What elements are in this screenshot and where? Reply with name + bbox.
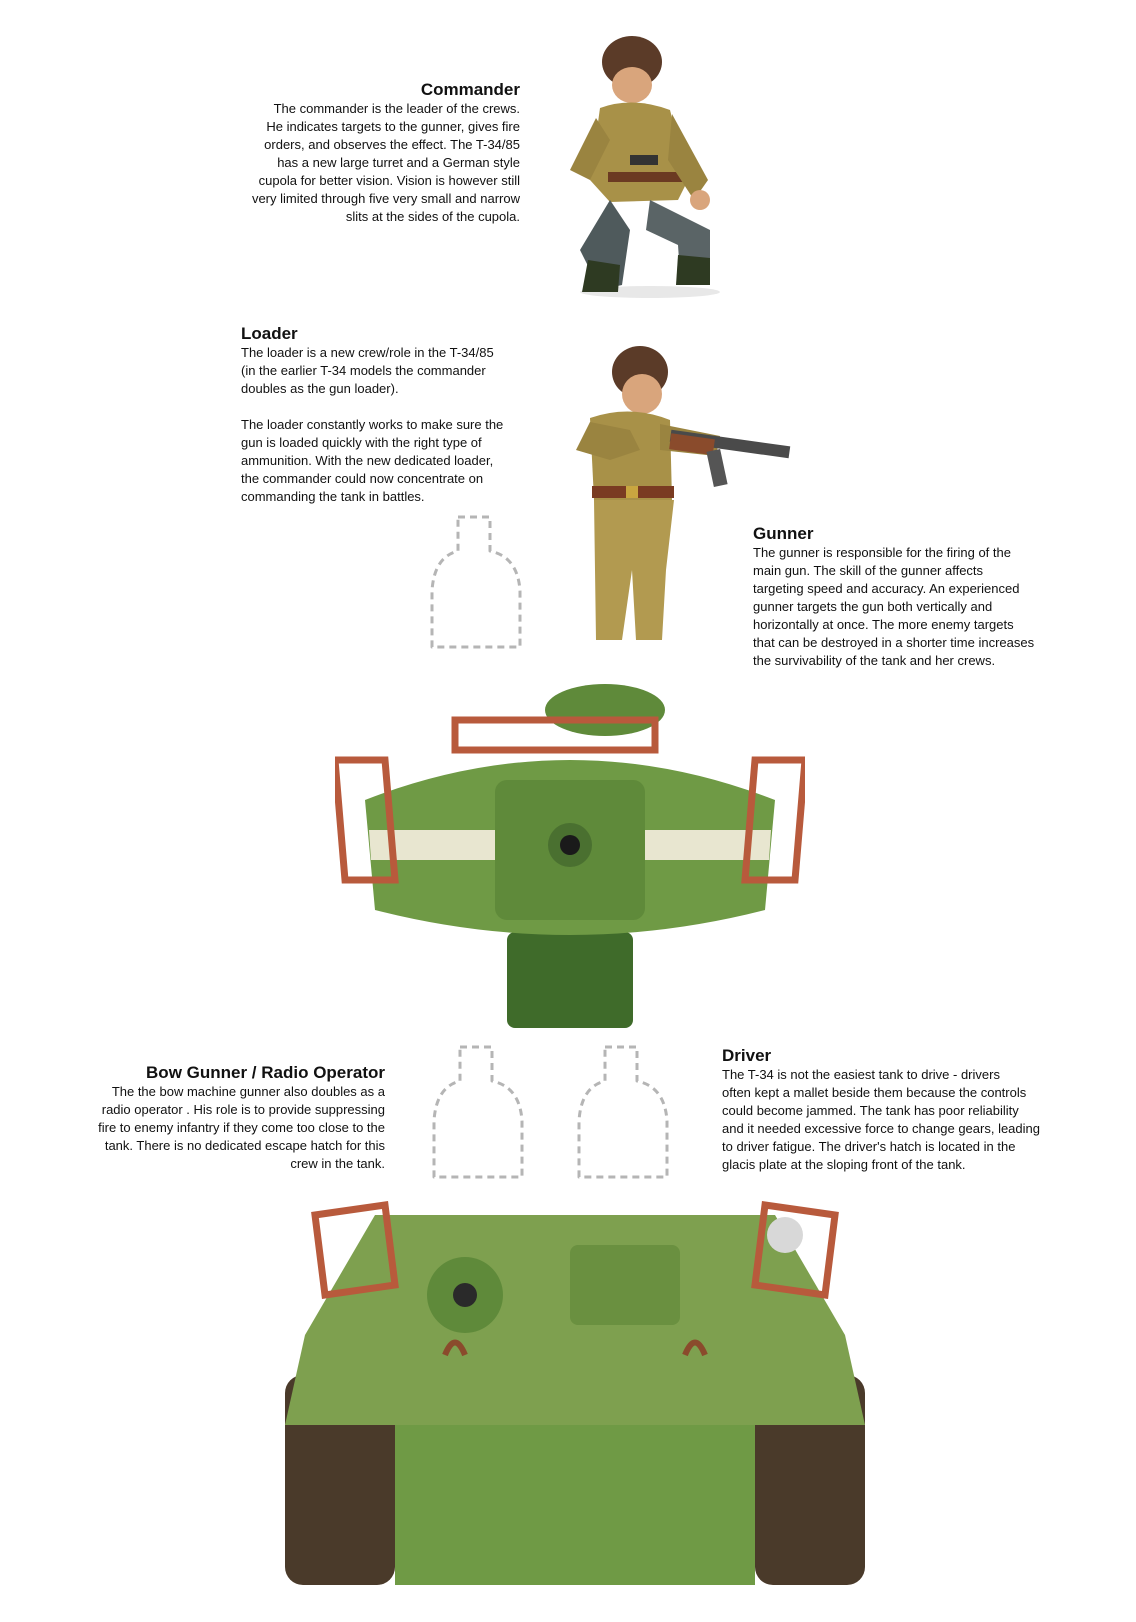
commander-section	[180, 80, 520, 226]
loader-section	[241, 324, 541, 506]
loader-figure	[570, 340, 810, 660]
tank-turret	[335, 680, 805, 1035]
loader-seat-outline	[428, 513, 524, 651]
gunner-title: Gunner	[753, 524, 814, 543]
bow-gunner-section	[45, 1063, 385, 1173]
commander-figure	[560, 30, 740, 300]
bow-gunner-description: The the bow machine gunner also doubles as a radio operator . His role is to provide suppressing fire to enemy infantry if they come too close to the tank. There is no dedicated escape hatch for this crew in the tank.	[98, 1084, 385, 1171]
loader-description-2: The loader constantly works to make sure the gun is loaded quickly with the right type of ammunition. With the new dedicated loader, the commander could now concentrate on commanding the tank in battles.	[241, 417, 504, 504]
svg-text:I: I	[390, 831, 419, 847]
bow-gunner-seat-outline	[430, 1043, 526, 1181]
commander-description: The commander is the leader of the crews. He indicates targets to the gunner, gives fire orders, and observes the effect. The T-34/85 has a new large turret and a German style cupola for better vision. Vision is however still very limited through five very small and narrow slits at the sides of the cupola.	[251, 101, 520, 224]
loader-title: Loader	[241, 324, 298, 343]
driver-seat-outline	[575, 1043, 671, 1181]
tank-hull	[275, 1185, 875, 1605]
driver-description: The T-34 is not the easiest tank to drive - drivers often kept a mallet beside them because the controls could become jammed. The tank has poor reliability and it needed excessive force to change gears, leading to driver fatigue. The driver's hatch is located in the glacis plate at the sloping front of the tank.	[722, 1067, 1040, 1172]
driver-section	[722, 1046, 1082, 1174]
bow-gunner-title: Bow Gunner / Radio Operator	[146, 1063, 385, 1082]
loader-description-1: The loader is a new crew/role in the T-34/85 (in the earlier T-34 models the commander doubles as the gun loader).	[241, 345, 494, 396]
gunner-description: The gunner is responsible for the firing of the main gun. The skill of the gunner affects targeting speed and accuracy. An experienced gunner targets the gun both vertically and horizontally at once. The more enemy targets that can be destroyed in a shorter time increases the survivability of the tank and her crews.	[753, 545, 1035, 668]
driver-title: Driver	[722, 1046, 772, 1065]
commander-title: Commander	[420, 80, 520, 99]
